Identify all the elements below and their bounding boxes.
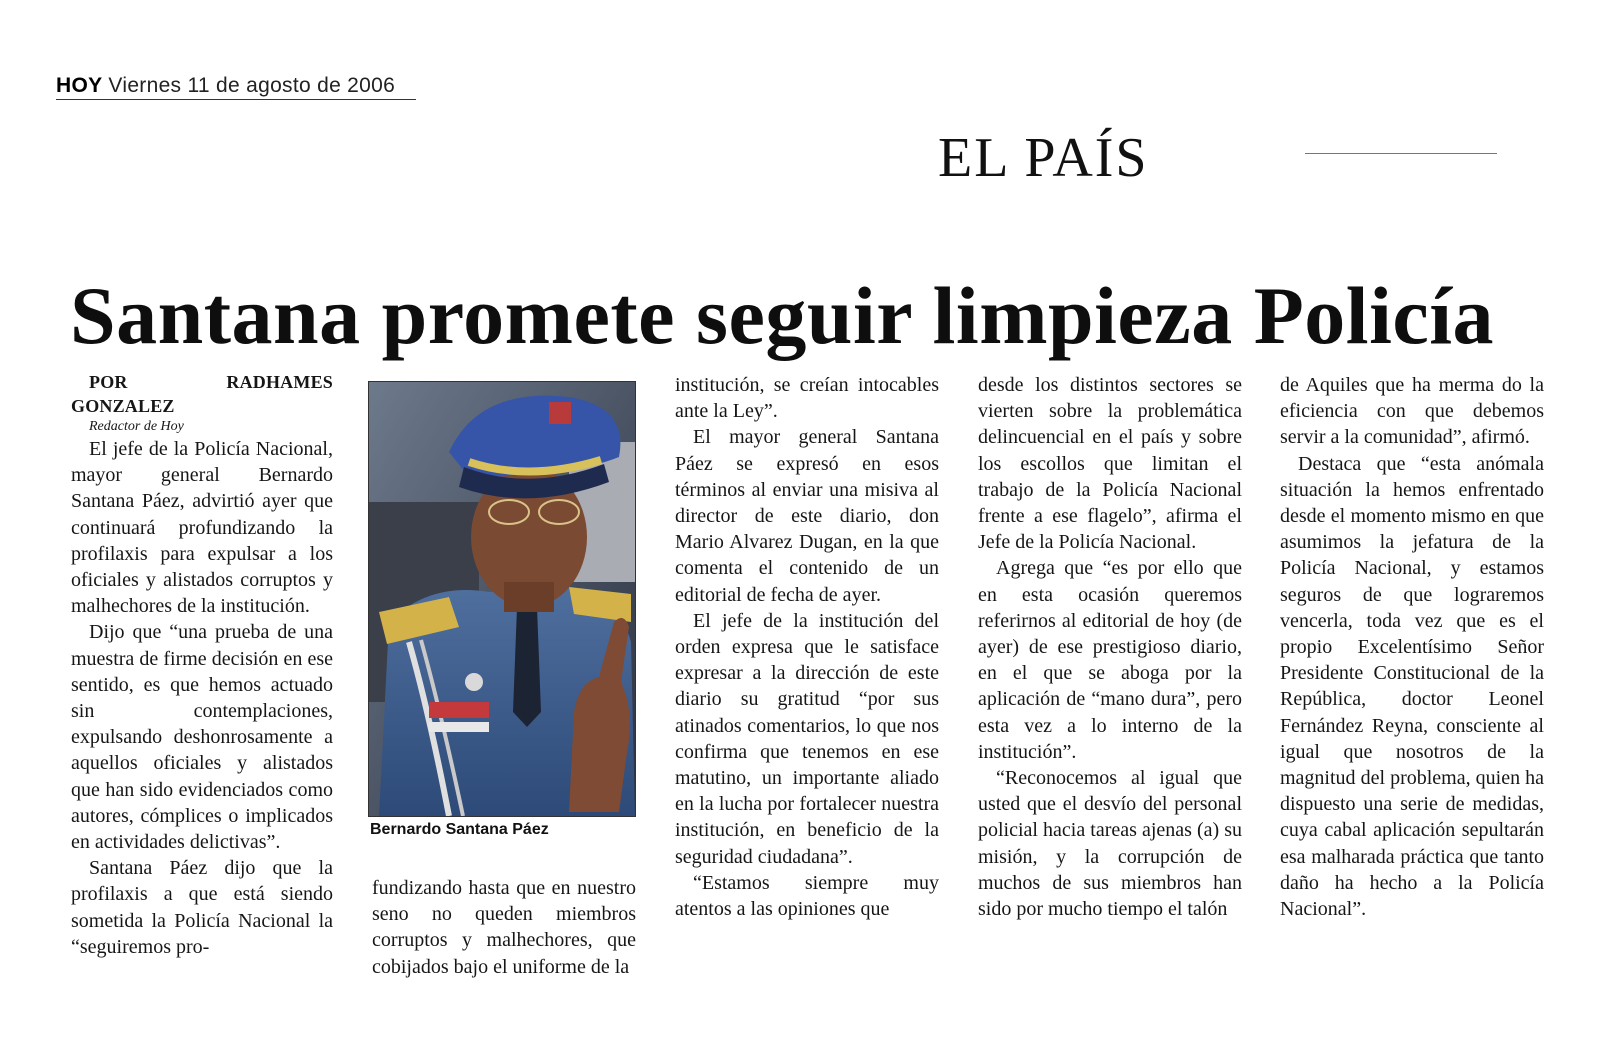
paragraph: “Estamos siempre muy atentos a las opiniones que <box>675 871 939 921</box>
article-column-5 <box>1280 372 1544 922</box>
officer-photo <box>368 381 636 817</box>
article-column-4 <box>978 372 1242 922</box>
section-rule <box>1305 153 1497 154</box>
article-column-1 <box>71 370 333 960</box>
newspaper-name: HOY <box>56 74 103 97</box>
officer-portrait-image <box>369 382 635 816</box>
paragraph: El jefe de la Policía Nacional, mayor general Bernardo Santana Páez, advirtió ayer que continuará profundizando la profilaxis para expulsar a los oficiales y alistados corruptos y malhechores de la institución. <box>71 438 333 618</box>
paragraph: Destaca que “esta anómala situación la hemos enfrentado desde el momento mismo en que asumimos la jefatura de la Policía Nacional, y estamos seguros de que lograremos vencerla, toda vez que es el propio Excelentísimo Señor Presidente Constitucional de la República, doctor Leonel Fernández Reyna, consciente al igual que nosotros de la magnitud del problema, quien ha dispuesto una serie de medidas, cuya cabal aplicación sepultarán esa malharada práctica que tanto daño ha hecho a la Policía Nacional”. <box>1280 452 1544 921</box>
byline-author: POR RADHAMES GONZALEZ <box>71 372 333 416</box>
paragraph: “Reconocemos al igual que usted que el desvío del personal policial hacia tareas ajenas (a) su misión, y la corrupción de muchos de sus miembros han sido por mucho tiempo el talón <box>978 767 1242 921</box>
headline: Santana promete seguir limpieza Policía <box>70 270 1495 361</box>
paragraph: desde los distintos sectores se vierten sobre la problemática delincuencial en el país y sobre los escollos que limitan el trabajo de la Policía Nacional frente a ese flagelo”, afirma el Jefe de la Policía Nacional. <box>978 374 1242 554</box>
masthead <box>56 74 416 100</box>
paragraph: Dijo que “una prueba de una muestra de firme decisión en ese sentido, es que hemos actuado sin contemplaciones, expulsando deshonrosamente a aquellos oficiales y alistados que han sido evidenciados como autores, cómplices o implicados en actividades delictivas”. <box>71 621 333 854</box>
paragraph: Agrega que “es por ello que en esta ocasión queremos referirnos al editorial de hoy (de ayer) de ese prestigioso diario, en el que se aboga por la aplicación de “mano dura”, pero esta vez a lo interno de la institución”. <box>978 557 1242 763</box>
photo-caption: Bernardo Santana Páez <box>370 821 549 838</box>
paragraph: El mayor general Santana Páez se expresó en esos términos al enviar una misiva al director de este diario, don Mario Alvarez Dugan, en la que comenta el contenido de un editorial de fecha de ayer. <box>675 426 939 606</box>
issue-date: Viernes 11 de agosto de 2006 <box>108 74 396 97</box>
article-column-2 <box>372 875 636 980</box>
article-column-3 <box>675 372 939 922</box>
paragraph: Santana Páez dijo que la profilaxis a que está siendo sometida la Policía Nacional la “seguiremos pro- <box>71 857 333 958</box>
paragraph: de Aquiles que ha merma do la eficiencia con que debemos servir a la comunidad”, afirmó. <box>1280 374 1544 449</box>
paragraph: institución, se creían intocables ante la Ley”. <box>675 374 939 423</box>
section-title: EL PAÍS <box>938 127 1149 189</box>
paragraph: El jefe de la institución del orden expresa que le satisface expresar a la dirección de este diario su gratitud “por sus atinados comentarios, lo que nos confirma que tenemos en ese matutino, un importante aliado en la lucha por fortalecer nuestra institución, en beneficio de la seguridad ciudadana”. <box>675 609 939 868</box>
paragraph: fundizando hasta que en nuestro seno no queden miembros corruptos y malhechores, que cobijados bajo el uniforme de la <box>372 877 636 978</box>
byline-role: Redactor de Hoy <box>89 419 184 434</box>
